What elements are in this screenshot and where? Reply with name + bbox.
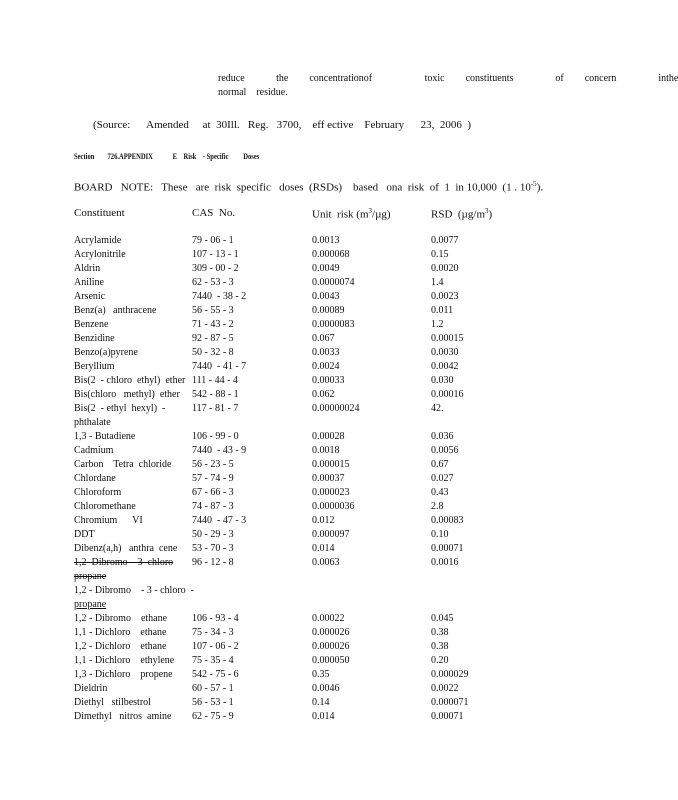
- table-row: [74, 346, 554, 360]
- table-row: [74, 626, 554, 640]
- cas-cell: 542 - 88 - 1: [192, 389, 239, 400]
- rsd-cell: 0.036: [431, 431, 454, 442]
- section-heading: Section 726.APPENDIX E Risk - Specific Doses: [74, 152, 260, 161]
- rsd-cell: 0.10: [431, 529, 449, 540]
- unit-risk-cell: 0.062: [312, 389, 335, 400]
- cas-cell: 50 - 29 - 3: [192, 529, 234, 540]
- table-row: [74, 500, 554, 514]
- constituent-cell: Benz(a) anthracene: [74, 305, 157, 316]
- cas-cell: 75 - 34 - 3: [192, 627, 234, 638]
- cas-cell: 96 - 12 - 8: [192, 557, 234, 568]
- unit-risk-cell: 0.00028: [312, 431, 345, 442]
- table-row: [74, 304, 554, 318]
- constituent-cell: 1,3 - Dichloro propene: [74, 669, 173, 680]
- rsd-cell: 0.43: [431, 487, 449, 498]
- cas-cell: 107 - 13 - 1: [192, 249, 239, 260]
- table-row: [74, 570, 554, 584]
- cas-cell: 106 - 93 - 4: [192, 613, 239, 624]
- rsd-cell: 0.20: [431, 655, 449, 666]
- rsd-cell: 0.00015: [431, 333, 464, 344]
- cas-cell: 56 - 55 - 3: [192, 305, 234, 316]
- unit-risk-cell: 0.00033: [312, 375, 345, 386]
- table-row: [74, 514, 554, 528]
- rsd-cell: 0.027: [431, 473, 454, 484]
- cas-cell: 7440 - 41 - 7: [192, 361, 247, 372]
- unit-risk-cell: 0.0018: [312, 445, 340, 456]
- unit-risk-cell: 0.000026: [312, 641, 350, 652]
- unit-risk-cell: 0.0024: [312, 361, 340, 372]
- table-row: [74, 486, 554, 500]
- unit-risk-cell: 0.00037: [312, 473, 345, 484]
- rsd-cell: 0.011: [431, 305, 454, 316]
- unit-risk-cell: 0.000023: [312, 487, 350, 498]
- unit-risk-cell: 0.000068: [312, 249, 350, 260]
- table-row: [74, 360, 554, 374]
- unit-risk-cell: 0.0043: [312, 291, 340, 302]
- rsd-cell: 1.2: [431, 319, 444, 330]
- cas-cell: 53 - 70 - 3: [192, 543, 234, 554]
- cas-cell: 7440 - 47 - 3: [192, 515, 247, 526]
- table-row: [74, 430, 554, 444]
- constituent-cell: 1,2 - Dibromo - 3 - chloro -: [74, 585, 194, 596]
- table-row: [74, 458, 554, 472]
- rsd-cell: 0.00071: [431, 543, 464, 554]
- table-row: [74, 290, 554, 304]
- unit-risk-cell: 0.0033: [312, 347, 340, 358]
- table-row: [74, 276, 554, 290]
- rsd-cell: 0.0056: [431, 445, 459, 456]
- constituent-cell: 1,3 - Butadiene: [74, 431, 136, 442]
- constituent-cell: Chlordane: [74, 473, 116, 484]
- unit-risk-cell: 0.012: [312, 515, 335, 526]
- constituent-cell: Diethyl stilbestrol: [74, 697, 151, 708]
- unit-risk-cell: 0.000097: [312, 529, 350, 540]
- cas-cell: 56 - 23 - 5: [192, 459, 234, 470]
- intro-paragraph: [218, 72, 678, 100]
- header-unit-risk-exp: 3: [368, 207, 373, 215]
- table-row: [74, 612, 554, 626]
- constituent-cell: Chloroform: [74, 487, 122, 498]
- table-row: [74, 682, 554, 696]
- header-rsd-exp: 3: [485, 207, 489, 215]
- unit-risk-cell: 0.000026: [312, 627, 350, 638]
- cas-cell: 67 - 66 - 3: [192, 487, 234, 498]
- rsd-cell: 0.0030: [431, 347, 459, 358]
- header-cas: CAS No.: [192, 207, 236, 219]
- intro-line-2: normal residue.: [218, 87, 288, 98]
- rsd-cell: 0.00083: [431, 515, 464, 526]
- cas-cell: 111 - 44 - 4: [192, 375, 238, 386]
- rsd-cell: 0.000071: [431, 697, 469, 708]
- table-row: [74, 402, 554, 416]
- constituent-cell: Chloromethane: [74, 501, 136, 512]
- table-row: [74, 374, 554, 388]
- constituent-cell: Benzene: [74, 319, 109, 330]
- table-row: [74, 696, 554, 710]
- constituent-cell: 1,2 - Dibromo ethane: [74, 613, 168, 624]
- unit-risk-cell: 0.0000083: [312, 319, 355, 330]
- header-rsd-text: RSD (µg/m: [431, 208, 486, 221]
- constituent-cell: Cadmium: [74, 445, 114, 456]
- constituent-cell: 1,2 - Dichloro ethane: [74, 641, 167, 652]
- constituent-cell: Acrylonitrile: [74, 249, 126, 260]
- constituent-cell: 1,1 - Dichloro ethylene: [74, 655, 175, 666]
- rsd-cell: 0.0023: [431, 291, 459, 302]
- constituent-cell: Dieldrin: [74, 683, 108, 694]
- constituent-cell: Beryllium: [74, 361, 115, 372]
- table-row: [74, 332, 554, 346]
- table-row: [74, 416, 554, 430]
- cas-cell: 62 - 75 - 9: [192, 711, 234, 722]
- table-row: [74, 640, 554, 654]
- unit-risk-cell: 0.00089: [312, 305, 345, 316]
- header-unit-risk: [312, 207, 391, 221]
- table-row: [74, 556, 554, 570]
- board-note-end: ).: [536, 181, 544, 194]
- unit-risk-cell: 0.014: [312, 711, 335, 722]
- rsd-cell: 0.38: [431, 627, 449, 638]
- table-row: [74, 528, 554, 542]
- cas-cell: 50 - 32 - 8: [192, 347, 234, 358]
- constituent-cell: propane: [74, 571, 107, 582]
- unit-risk-cell: 0.0013: [312, 235, 340, 246]
- unit-risk-cell: 0.14: [312, 697, 330, 708]
- table-row: [74, 472, 554, 486]
- header-rsd-end: ): [488, 208, 493, 221]
- unit-risk-cell: 0.0000074: [312, 277, 355, 288]
- cas-cell: 542 - 75 - 6: [192, 669, 239, 680]
- unit-risk-cell: 0.014: [312, 543, 335, 554]
- constituent-cell: 1,2 Dibromo 3 chloro: [74, 557, 174, 568]
- cas-cell: 62 - 53 - 3: [192, 277, 234, 288]
- rsd-cell: 0.0020: [431, 263, 459, 274]
- unit-risk-cell: 0.0049: [312, 263, 340, 274]
- cas-cell: 56 - 53 - 1: [192, 697, 234, 708]
- intro-line-1: reduce the concentrationof toxic constituents of concern inthe: [218, 73, 678, 84]
- cas-cell: 60 - 57 - 1: [192, 683, 234, 694]
- table-row: [74, 542, 554, 556]
- cas-cell: 106 - 99 - 0: [192, 431, 239, 442]
- unit-risk-cell: 0.000050: [312, 655, 350, 666]
- rsd-cell: 1.4: [431, 277, 444, 288]
- rsd-cell: 0.0077: [431, 235, 459, 246]
- constituent-cell: phthalate: [74, 417, 111, 428]
- constituent-cell: Dimethyl nitros amine: [74, 711, 172, 722]
- unit-risk-cell: 0.000015: [312, 459, 350, 470]
- cas-cell: 7440 - 38 - 2: [192, 291, 247, 302]
- cas-cell: 57 - 74 - 9: [192, 473, 234, 484]
- rsd-cell: 0.0016: [431, 557, 459, 568]
- constituent-cell: DDT: [74, 529, 95, 540]
- header-unit-risk-end: /µg): [372, 208, 391, 221]
- unit-risk-cell: 0.0063: [312, 557, 340, 568]
- cas-cell: 79 - 06 - 1: [192, 235, 234, 246]
- constituent-cell: propane: [74, 599, 107, 610]
- unit-risk-cell: 0.0000036: [312, 501, 355, 512]
- constituent-cell: Dibenz(a,h) anthra cene: [74, 543, 178, 554]
- unit-risk-cell: 0.0046: [312, 683, 340, 694]
- board-note-exponent: -5: [530, 180, 537, 188]
- unit-risk-cell: 0.35: [312, 669, 330, 680]
- cas-cell: 117 - 81 - 7: [192, 403, 239, 414]
- source-note: (Source: Amended at 30Ill. Reg. 3700, eff ective February 23, 2006 ): [93, 119, 471, 131]
- constituent-cell: 1,1 - Dichloro ethane: [74, 627, 167, 638]
- cas-cell: 7440 - 43 - 9: [192, 445, 247, 456]
- table-row: [74, 262, 554, 276]
- constituent-cell: Benzo(a)pyrene: [74, 347, 138, 358]
- table-row: [74, 388, 554, 402]
- rsd-cell: 0.045: [431, 613, 454, 624]
- header-rsd: [431, 207, 492, 221]
- table-row: [74, 598, 554, 612]
- table-row: [74, 668, 554, 682]
- header-constituent: Constituent: [74, 207, 125, 219]
- constituent-cell: Aldrin: [74, 263, 101, 274]
- unit-risk-cell: 0.067: [312, 333, 335, 344]
- cas-cell: 74 - 87 - 3: [192, 501, 234, 512]
- table-row: [74, 710, 554, 724]
- cas-cell: 71 - 43 - 2: [192, 319, 234, 330]
- cas-cell: 75 - 35 - 4: [192, 655, 234, 666]
- constituent-cell: Benzidine: [74, 333, 115, 344]
- constituent-cell: Aniline: [74, 277, 104, 288]
- constituent-cell: Bis(2 - chloro ethyl) ether: [74, 375, 186, 386]
- rsd-cell: 0.67: [431, 459, 449, 470]
- board-note: [74, 180, 543, 194]
- constituent-cell: Bis(2 - ethyl hexyl) -: [74, 403, 166, 414]
- rsd-cell: 0.030: [431, 375, 454, 386]
- constituent-cell: Bis(chloro methyl) ether: [74, 389, 180, 400]
- cas-cell: 92 - 87 - 5: [192, 333, 234, 344]
- table-row: [74, 584, 554, 598]
- header-unit-risk-text: Unit risk (m: [312, 208, 369, 221]
- constituent-cell: Acrylamide: [74, 235, 122, 246]
- table-row: [74, 654, 554, 668]
- rsd-cell: 42.: [431, 403, 444, 414]
- rsd-cell: 0.0022: [431, 683, 459, 694]
- constituent-cell: Chromium VI: [74, 515, 143, 526]
- rsd-table: [74, 234, 554, 724]
- constituent-cell: Arsenic: [74, 291, 106, 302]
- rsd-cell: 0.00016: [431, 389, 464, 400]
- rsd-cell: 0.0042: [431, 361, 459, 372]
- rsd-cell: 0.38: [431, 641, 449, 652]
- rsd-cell: 0.15: [431, 249, 449, 260]
- cas-cell: 309 - 00 - 2: [192, 263, 239, 274]
- unit-risk-cell: 0.00000024: [312, 403, 360, 414]
- table-row: [74, 248, 554, 262]
- constituent-cell: Carbon Tetra chloride: [74, 459, 172, 470]
- table-row: [74, 318, 554, 332]
- unit-risk-cell: 0.00022: [312, 613, 345, 624]
- table-row: [74, 234, 554, 248]
- rsd-cell: 0.000029: [431, 669, 469, 680]
- cas-cell: 107 - 06 - 2: [192, 641, 239, 652]
- rsd-cell: 0.00071: [431, 711, 464, 722]
- board-note-text: BOARD NOTE: These are risk specific doses (RSDs) based ona risk of 1 in 10,000 (1 . 10: [74, 181, 531, 194]
- rsd-cell: 2.8: [431, 501, 444, 512]
- table-row: [74, 444, 554, 458]
